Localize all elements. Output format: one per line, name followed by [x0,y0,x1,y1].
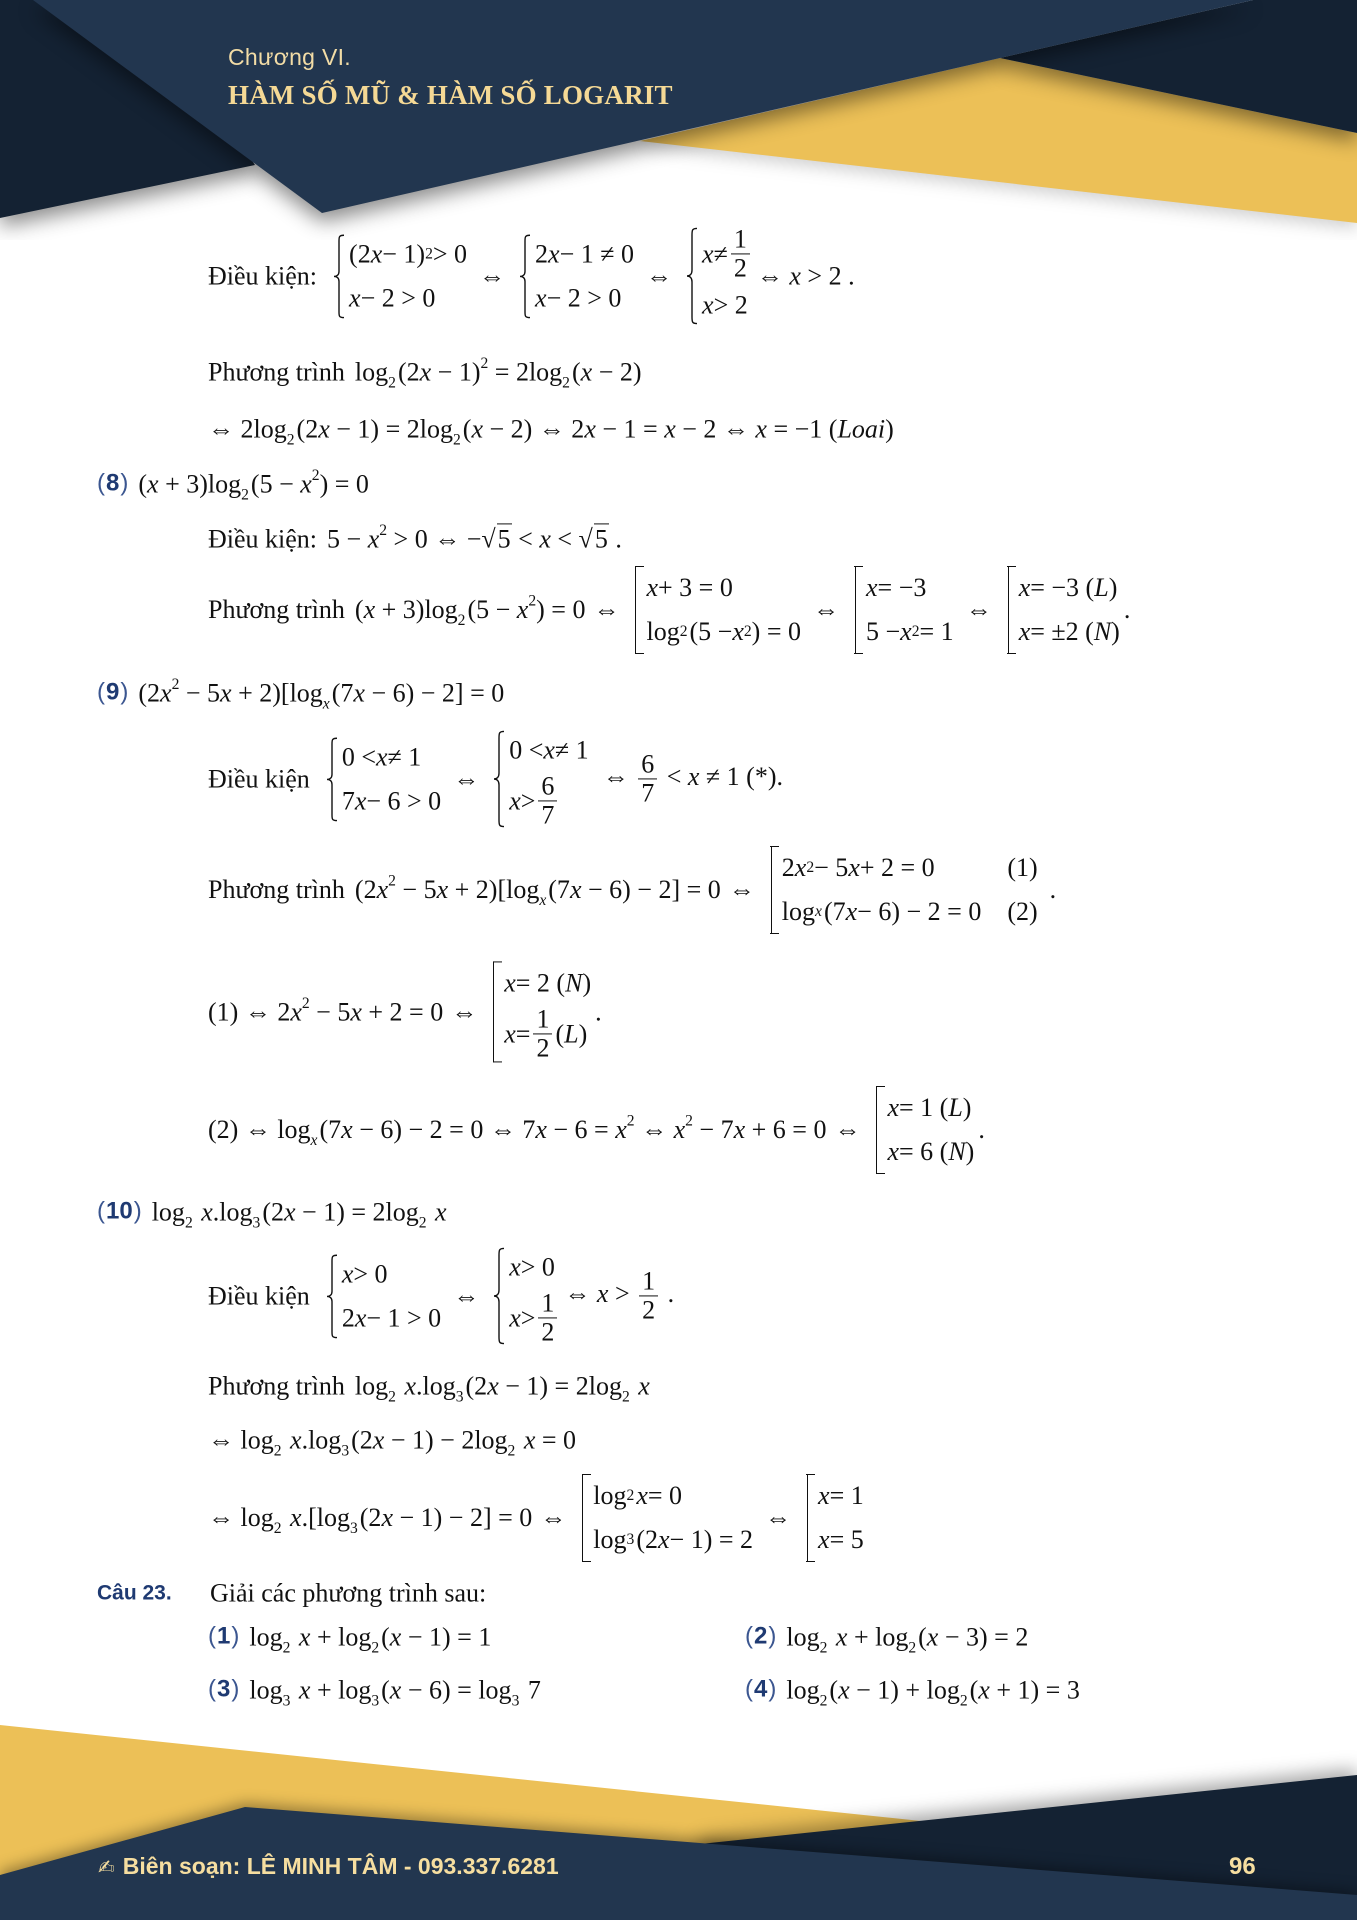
problem-number-label: ( 10 ) [97,1198,142,1227]
condition-system [491,1245,560,1346]
bracket-row: x = 1 ( L ) [887,1093,972,1123]
case-lead: (1) ⇔ $2x^2 - 5x + 2 = 0$ [208,994,444,1027]
exercise-expression: $\log_3 x + \log_3(x - 6) = \log_3 7$ [249,1675,541,1709]
p7-condition-line [208,225,855,326]
line-end-period: . [978,1115,985,1145]
condition-label: Điều kiện [208,1281,310,1311]
p9-case2-line [208,1086,985,1174]
condition-system [324,735,441,823]
bracket-row: x = 6 ( N ) [887,1137,975,1167]
condition-system [324,1252,441,1340]
page-number: 96 [1229,1853,1256,1880]
condition-result: ⇔ x > 2 . [756,261,855,291]
solution-step: ⇔ $\log_2 x.[\log_3(2x - 1) - 2] = 0$ [208,1503,533,1537]
equation-label: Phương trình [208,595,345,625]
writing-hand-icon: ✍ [98,1854,115,1879]
p10-statement-line [97,1196,447,1231]
p10-condition-line [208,1245,674,1346]
left-brace-icon [326,737,338,821]
p9-case1-line [208,961,602,1062]
p10-step2-line [208,1474,868,1562]
solution-set-bracket [771,846,1038,934]
line-end-period: . [595,997,602,1027]
bracket-row: log 3 (2 x − 1) = 2 [593,1525,754,1555]
problem-statement: $(2x^2 - 5x + 2)[\log_x(7x - 6) - 2] = 0$ [138,675,505,712]
condition-system [684,225,753,326]
system-row: 0 < x ≠ 1 [341,742,422,772]
bracket-row: 5 − x 2 = 1 [866,617,954,647]
system-row: 2 x − 1 ≠ 0 [535,239,635,269]
p8-condition-line [208,523,622,554]
equivalence-symbol: ⇔ [834,1115,861,1145]
author-credit: Biên soạn: LÊ MINH TÂM - 093.337.6281 [122,1853,559,1879]
equivalence-symbol: ⇔ [453,764,480,794]
p8-equation-line [208,566,1130,654]
system-row: x > $\frac{6}{7}$ [509,772,589,829]
p7-equation-line [208,354,642,391]
left-brace-icon [326,1254,338,1338]
p9-statement-line [97,675,505,712]
p10-equation-line [208,1370,650,1405]
case-lead: (2) ⇔ $\log_x(7x - 6) - 2 = 0$ ⇔ $7x - 6 = x^2$ ⇔ $x^2 - 7x + 6 = 0$ [208,1112,827,1149]
equation-label: Phương trình [208,357,345,387]
equivalence-symbol: ⇔ [813,595,839,625]
left-brace-icon [493,1247,505,1344]
equation-label: Phương trình [208,875,345,905]
bracket-row: x = ±2 ( N ) [1018,617,1120,647]
system-row: (2 x − 1) 2 > 0 [349,239,468,269]
system-row: x ≠ $\frac{1}{2}$ [702,225,753,282]
exercise-expression: $\log_2 x + \log_2(x - 1) = 1$ [249,1622,492,1656]
exercise-number-label: ( 4 ) [745,1676,776,1705]
system-row: 2 x − 1 > 0 [341,1303,442,1333]
condition-system [517,232,634,320]
equation-tag: (2) [1007,897,1038,927]
exercise-expression: $\log_2 x + \log_2(x - 3) = 2$ [786,1622,1029,1656]
equivalence-symbol: ⇔ [646,261,673,291]
p9-equation-line [208,846,1056,934]
left-brace-icon [686,227,698,324]
equivalence-symbol: ⇔ [479,261,506,291]
bracket-row: x = 1 [818,1481,864,1511]
footer-banner [0,1700,1357,1920]
problem-number-label: ( 8 ) [97,470,128,499]
equation-label: Phương trình [208,1371,345,1401]
question-label: Câu 23. [97,1581,172,1605]
line-end-period: . [1049,875,1057,905]
problem-number-label: ( 9 ) [97,679,128,708]
equivalence-symbol: ⇔ [765,1503,792,1533]
condition-result: ⇔ $\frac{6}{7}$ < x ≠ 1 (*). [602,749,783,808]
solution-set-bracket [876,1086,974,1174]
bracket-row: 2 x 2 − 5 x + 2 = 0 [781,853,935,883]
bracket-row: x + 3 = 0 [646,573,733,603]
system-row: 0 < x ≠ 1 [509,735,589,765]
system-row: 7 x − 6 > 0 [341,786,442,816]
condition-result: ⇔ x > $\frac{1}{2}$ . [564,1266,675,1325]
chapter-label: Chương VI. [228,44,351,70]
bracket-row: x = 2 ( N ) [504,968,592,998]
equivalence-symbol: ⇔ [728,875,755,905]
solution-step: ⇔ $2\log_2(2x - 1) = 2\log_2(x - 2)$ ⇔ 2x − 1 = x − 2 ⇔ x = −1 (Loai) [208,414,894,448]
left-brace-icon [519,234,531,318]
bracket-row: x = 5 [818,1525,864,1555]
p7-step-line [208,413,894,448]
condition-label: Điều kiện: [208,524,318,554]
solution-set-bracket [493,961,591,1062]
bracket-row: x = $\frac{1}{2}$ ( L ) [504,1004,588,1063]
condition-label: Điều kiện: [208,261,318,291]
equivalence-symbol: ⇔ [540,1503,567,1533]
problem-statement: $(x + 3)\log_2(5 - x^2) = 0$ [138,466,369,503]
line-end-period: . [1123,595,1131,625]
p10-step1-line [208,1424,577,1459]
exercise-item-1 [208,1621,492,1656]
bracket-row: x = −3 ( L ) [1018,573,1118,603]
exercise-number-label: ( 1 ) [208,1623,239,1652]
p8-statement-line [97,466,369,503]
condition-system [331,232,467,320]
equivalence-symbol: ⇔ [965,595,992,625]
bracket-row: log 2 (5 − x 2 ) = 0 [646,617,801,647]
equivalence-symbol: ⇔ [593,595,620,625]
solution-step: ⇔ $\log_2 x.\log_3(2x - 1) - 2\log_2$ x = 0 [208,1425,577,1459]
equation-expression: $\log_2 x.\log_3(2x - 1) = 2\log_2$ x [354,1371,650,1405]
chapter-title: HÀM SỐ MŨ & HÀM SỐ LOGARIT [228,80,673,110]
question-23-prompt-line [210,1577,486,1608]
solution-set-bracket [582,1474,753,1562]
equivalence-symbol: ⇔ [451,997,478,1027]
equation-expression: $(2x^2 - 5x + 2)[\log_x(7x - 6) - 2] = 0$ [354,872,721,909]
system-row: x > $\frac{1}{2}$ [509,1289,560,1346]
equation-expression: $(x + 3)\log_2(5 - x^2) = 0$ [354,592,586,629]
solution-set-bracket [1008,566,1120,654]
system-row: x > 2 [702,289,748,319]
condition-expression: $5 - x^2 > 0$ ⇔ −√5 < x < √5 . [327,521,622,554]
condition-system [491,728,589,829]
condition-label: Điều kiện [208,764,310,794]
bracket-row: log x (7 x − 6) − 2 = 0 [781,897,982,927]
problem-statement: $\log_2 x.\log_3(2x - 1) = 2\log_2$ x [151,1197,447,1231]
system-row: x > 0 [341,1259,388,1289]
question-prompt: Giải các phương trình sau: [210,1578,487,1608]
question-23-heading [97,1580,172,1605]
header-banner [0,0,1357,240]
equivalence-symbol: ⇔ [453,1281,480,1311]
exercise-expression: $\log_2(x - 1) + \log_2(x + 1) = 3$ [786,1675,1080,1709]
exercise-number-label: ( 3 ) [208,1676,239,1705]
bracket-row: log 2 x = 0 [593,1481,683,1511]
solution-set-bracket [807,1474,864,1562]
exercise-number-label: ( 2 ) [745,1623,776,1652]
system-row: x − 2 > 0 [349,283,436,313]
p9-condition-line [208,728,783,829]
system-row: x > 0 [509,1252,555,1282]
left-brace-icon [493,730,505,827]
footer-author [98,1853,559,1880]
bracket-row: x = −3 [866,573,927,603]
system-row: x − 2 > 0 [535,283,622,313]
solution-set-bracket [855,566,954,654]
equation-expression: $\log_2(2x - 1)^2 = 2\log_2(x - 2)$ [354,354,642,391]
equation-tag: (1) [1007,853,1038,883]
exercise-item-2 [745,1621,1029,1656]
solution-set-bracket [635,566,801,654]
left-brace-icon [333,234,345,318]
